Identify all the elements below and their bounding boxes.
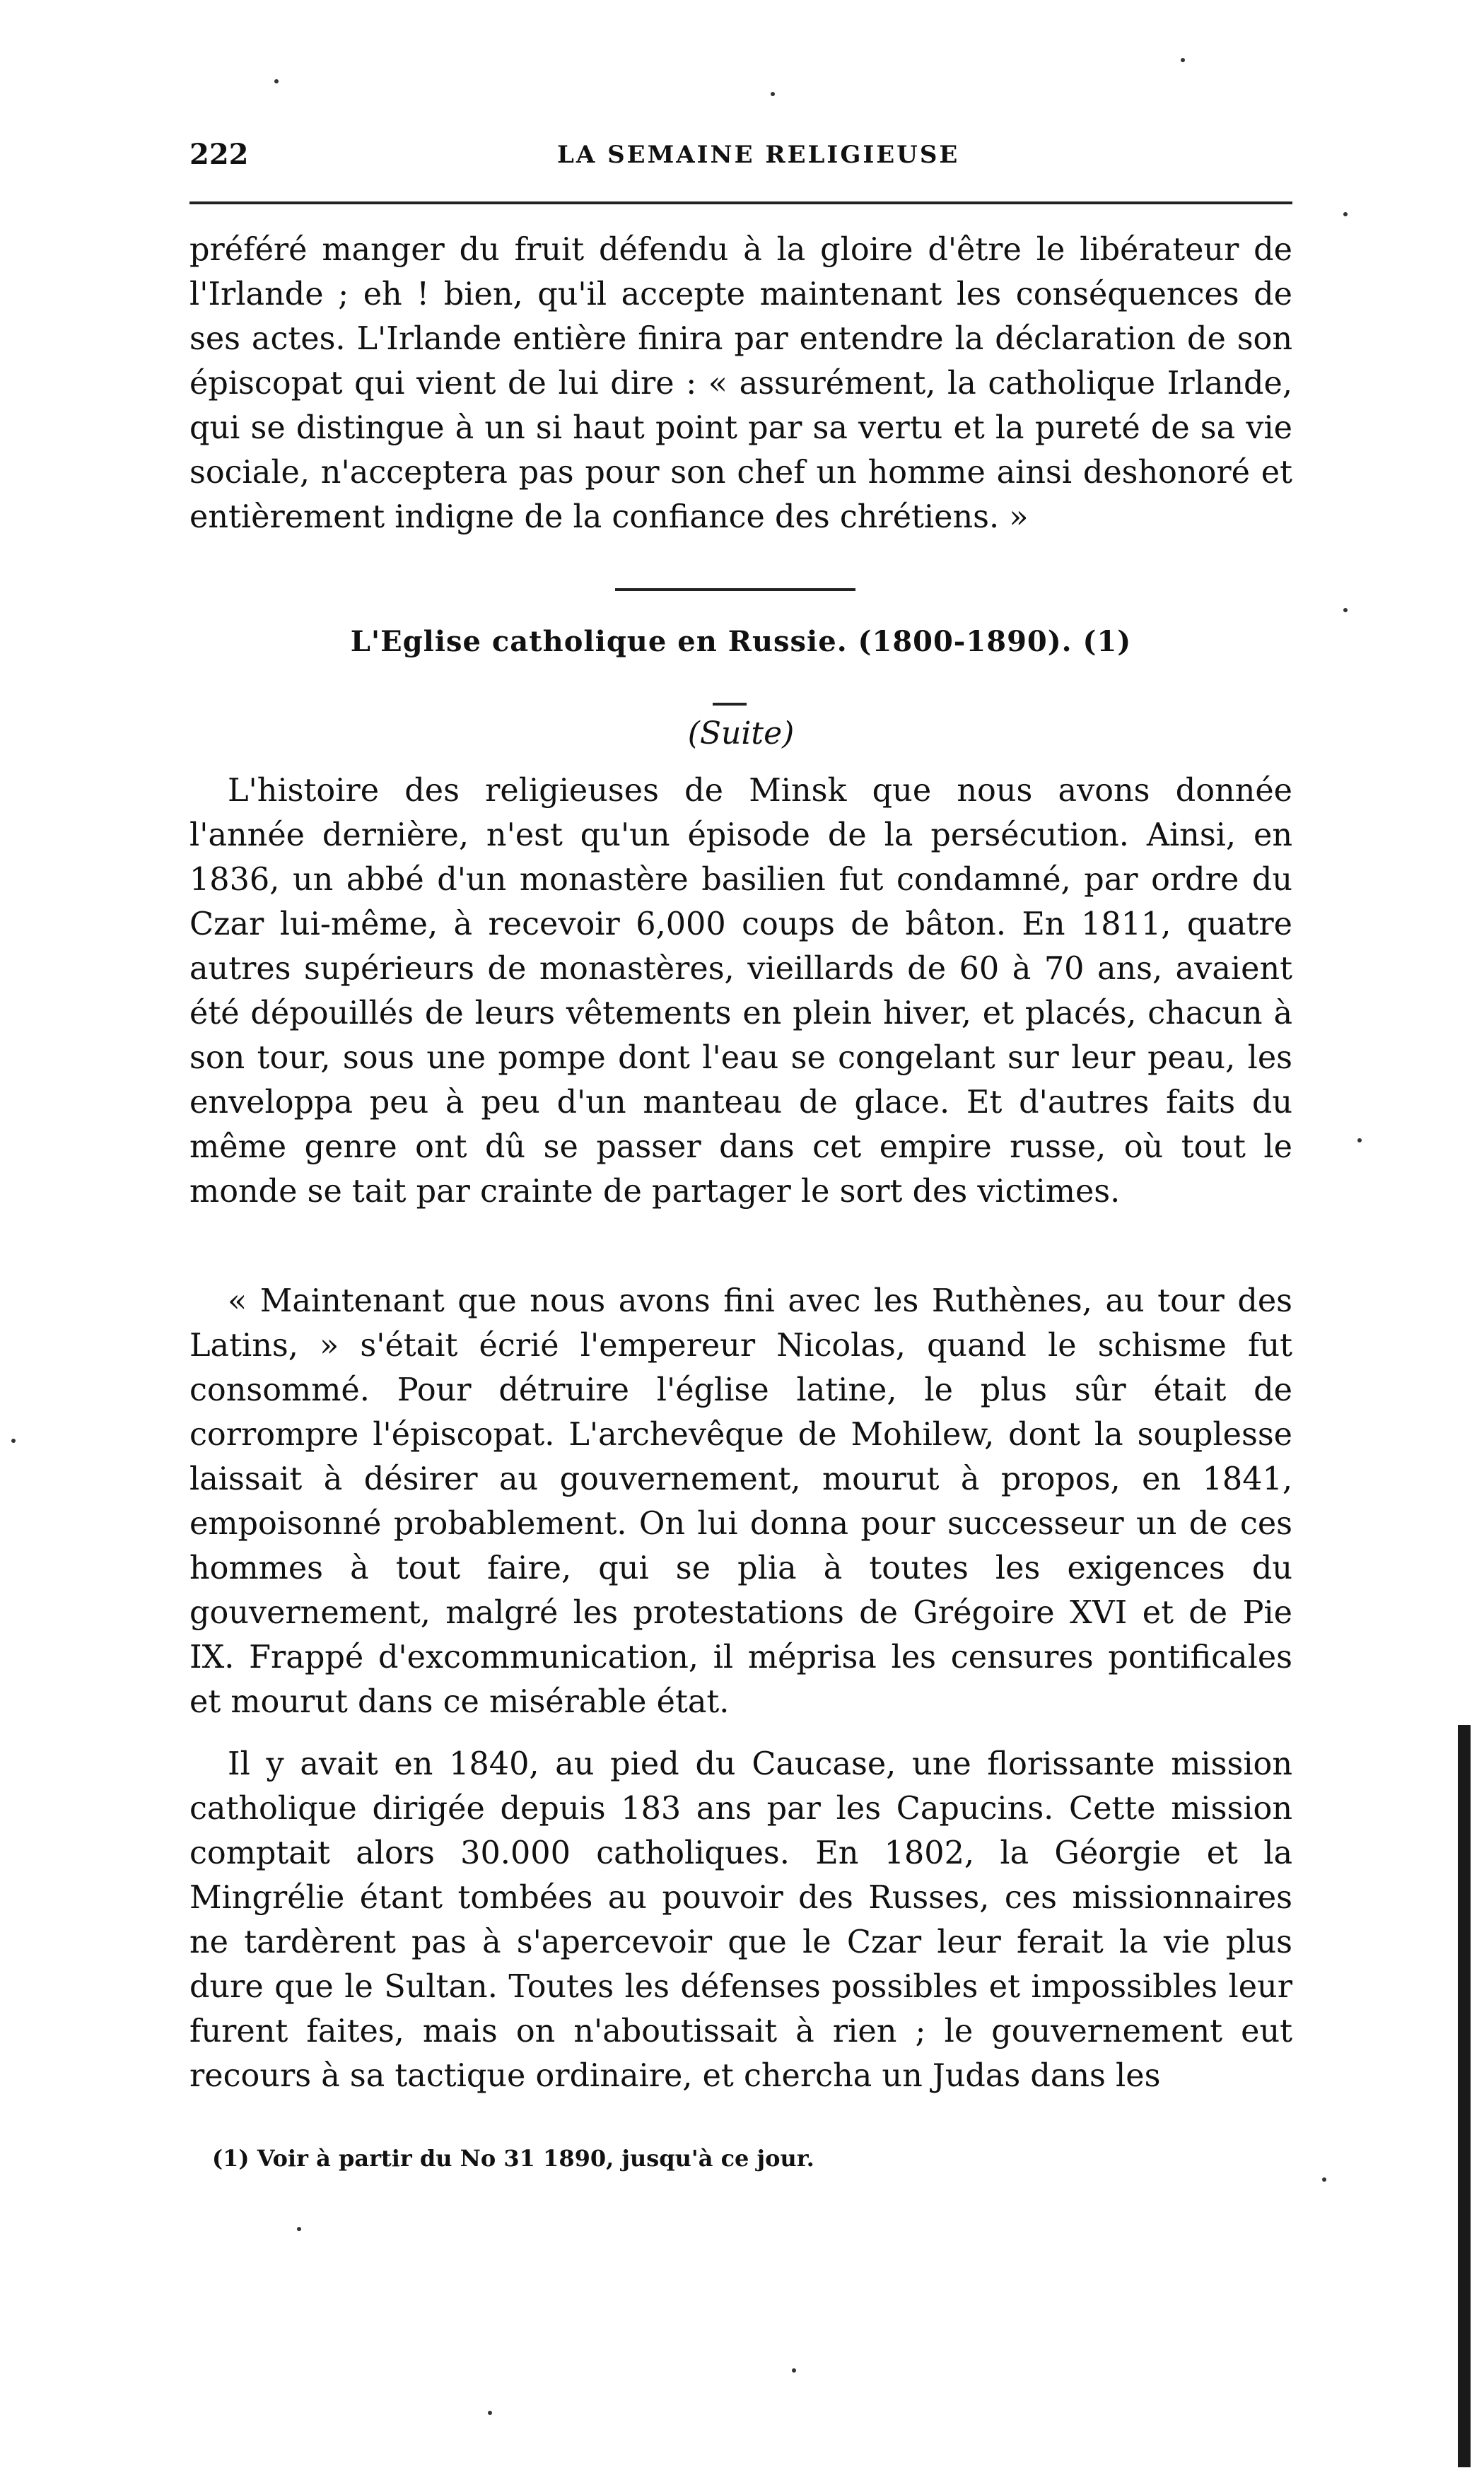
scan-edge-shadow — [1458, 1725, 1471, 2467]
section-divider — [615, 588, 855, 591]
scan-speck — [1343, 608, 1348, 612]
scan-speck — [297, 2227, 301, 2231]
section-subtitle: (Suite) — [687, 715, 795, 751]
scan-speck — [11, 1439, 16, 1443]
scan-speck — [1322, 2177, 1326, 2182]
footnote: (1) Voir à partir du No 31 1890, jusqu'à ce jour. — [212, 2145, 814, 2172]
running-title: LA SEMAINE RELIGIEUSE — [557, 141, 960, 169]
scan-speck — [1357, 1138, 1362, 1142]
section-title: L'Eglise catholique en Russie. (1800-1890). (1) — [350, 625, 1132, 658]
subtitle-divider — [713, 703, 747, 706]
scan-speck — [792, 2368, 796, 2373]
page-number: 222 — [189, 138, 249, 171]
header-rule — [189, 201, 1292, 204]
scan-speck — [1181, 58, 1185, 62]
paragraph-4: Il y avait en 1840, au pied du Caucase, une florissante mission catholique dirigée depuis 183 ans par les Capucins. Cette mission comptait alors 30.000 catholiques. En 1802, la Géorgie et la Mingrélie étant tombées au pouvoir des Russes, ces missionnaires ne tardèrent pas à s'apercevoir que le Czar leur ferait la vie plus dure que le Sultan. Toutes les défenses possibles et impossibles leur furent faites, mais on n'aboutissait à rien ; le gouvernement eut recours à sa tactique ordinaire, et chercha un Judas dans les — [189, 1746, 1292, 2094]
page-header — [189, 138, 1292, 180]
paragraph-2: L'histoire des religieuses de Minsk que nous avons donnée l'année dernière, n'est qu'un épisode de la persécution. Ainsi, en 1836, un abbé d'un monastère basilien fut condamné, par ordre du Czar lui-même, à recevoir 6,000 coups de bâton. En 1811, quatre autres supérieurs de monastères, vieillards de 60 à 70 ans, avaient été dépouillés de leurs vêtements en plein hiver, et placés, chacun à son tour, sous une pompe dont l'eau se congelant sur leur peau, les enveloppa peu à peu d'un manteau de glace. Et d'autres faits du même genre ont dû se passer dans cet empire russe, où tout le monde se tait par crainte de partager le sort des victimes. — [189, 773, 1292, 1210]
scan-speck — [274, 79, 279, 83]
paragraph-3: « Maintenant que nous avons fini avec les Ruthènes, au tour des Latins, » s'était écrié l'empereur Nicolas, quand le schisme fut consommé. Pour détruire l'église latine, le plus sûr était de corrompre l'épiscopat. L'archevêque de Mohilew, dont la souplesse laissait à désirer au gouvernement, mourut à propos, en 1841, empoisonné probablement. On lui donna pour successeur un de ces hommes à tout faire, qui se plia à toutes les exigences du gouvernement, malgré les protestations de Grégoire XVI et de Pie IX. Frappé d'excommunication, il méprisa les censures pontificales et mourut dans ce misérable état. — [189, 1283, 1292, 1720]
scan-speck — [1343, 212, 1348, 216]
scan-speck — [488, 2411, 492, 2415]
scan-speck — [771, 92, 775, 96]
paragraph-1: préféré manger du fruit défendu à la gloire d'être le libérateur de l'Irlande ; eh ! bien, qu'il accepte maintenant les conséquences de ses actes. L'Irlande entière finira par entendre la déclaration de son épiscopat qui vient de lui dire : « assurément, la catholique Irlande, qui se distingue à un si haut point par sa vertu et la pureté de sa vie sociale, n'acceptera pas pour son chef un homme ainsi deshonoré et entièrement indigne de la confiance des chrétiens. » — [189, 232, 1292, 535]
